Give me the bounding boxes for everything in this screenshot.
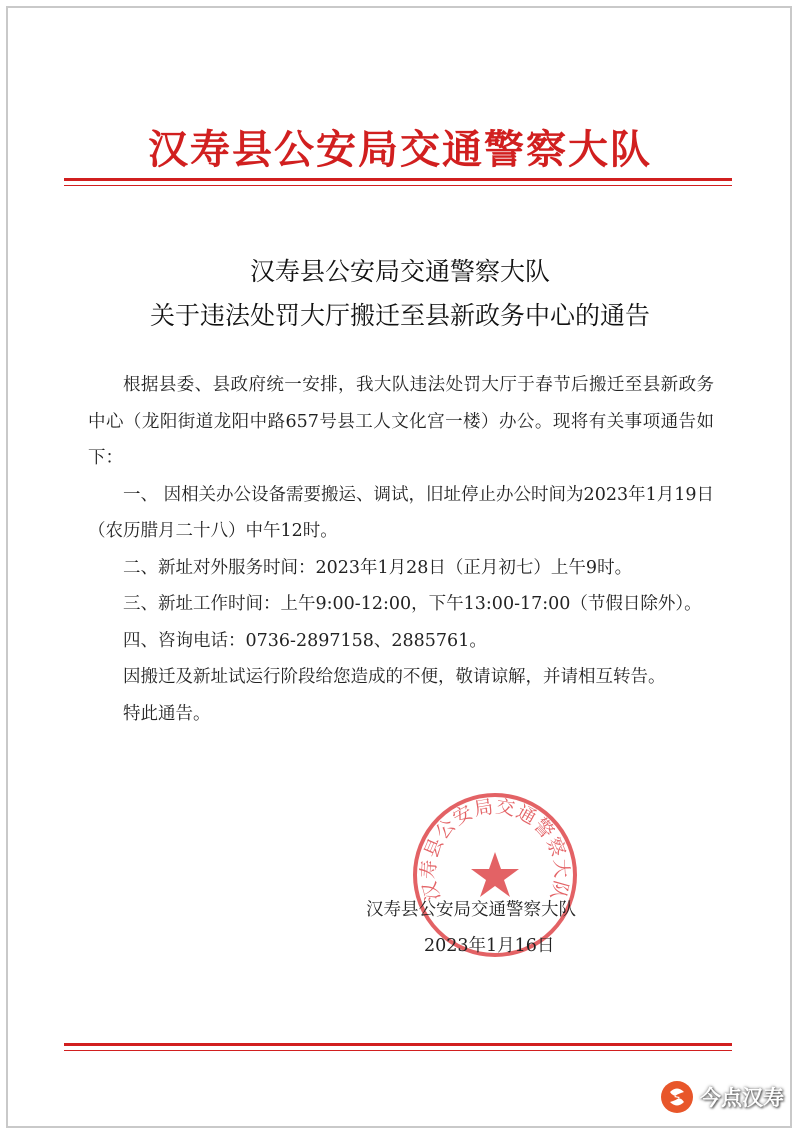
notice-title-line2: 关于违法处罚大厅搬迁至县新政务中心的通告 [149,301,650,330]
paragraph-item-2: 二、新址对外服务时间：2023年1月28日（正月初七）上午9时。 [123,557,633,578]
paragraph-item-4: 四、咨询电话：0736-2897158、2885761。 [123,630,487,651]
notice-body [88,367,714,732]
paragraph-apology: 因搬迁及新址试运行阶段给您造成的不便，敬请谅解，并请相互转告。 [123,667,666,687]
footer-rule-thin [64,1050,732,1051]
signature-org: 汉寿县公安局交通警察大队 [366,900,576,920]
seal-text: 汉寿县公安局交通警察大队 [417,795,573,904]
paragraph-intro: 根据县委、县政府统一安排，我大队违法处罚大厅于春节后搬迁至县新政务中心（龙阳街道龙阳中路657号县工人文化宫一楼）办公。现将有关事项通告如下： [88,375,714,468]
footer-rule-thick [64,1043,732,1046]
jindian-logo-icon [660,1080,694,1114]
letterhead-rule-thin [64,185,732,186]
svg-text:汉寿县公安局交通警察大队 [418,796,573,904]
watermark-text: 今点汉寿 [700,1086,784,1110]
letterhead-rule-thick [64,178,732,181]
paragraph-item-3: 三、新址工作时间：上午9:00-12:00，下午13:00-17:00（节假日除外）。 [123,594,702,614]
paragraph-closing: 特此通告。 [123,703,211,724]
notice-date: 2023年1月16日 [424,936,555,956]
notice-title-line1: 汉寿县公安局交通警察大队 [249,257,550,286]
paragraph-item-1: 一、 因相关办公设备需要搬运、调试，旧址停止办公时间为2023年1月19日（农历腊月二十八）中午12时。 [88,484,714,541]
letterhead-title: 汉寿县公安局交通警察大队 [148,126,652,173]
watermark [660,1080,784,1114]
